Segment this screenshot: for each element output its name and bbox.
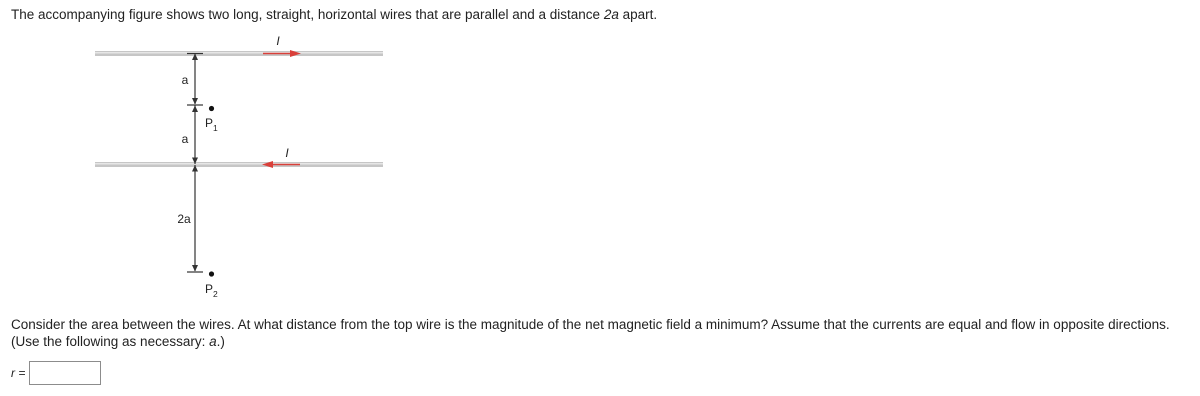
question-variable: a bbox=[209, 334, 217, 349]
question-text bbox=[11, 316, 1181, 350]
answer-row bbox=[11, 359, 101, 387]
top-wire bbox=[95, 51, 383, 56]
intro-distance: 2a bbox=[603, 7, 619, 22]
dim-arrowhead-6 bbox=[192, 265, 198, 272]
dim-arrowhead-3 bbox=[192, 106, 198, 113]
top-current-label: I bbox=[276, 34, 280, 48]
point-p1 bbox=[209, 106, 214, 111]
dim-arrowhead-2 bbox=[192, 98, 198, 105]
dim-bottom-label: 2a bbox=[177, 212, 191, 226]
question-end: .) bbox=[216, 334, 225, 349]
dimension-top-segment bbox=[187, 54, 203, 106]
question-body: Consider the area between the wires. At what distance from the top wire is the magnitude of the net magnetic field a minimum? Assume that the currents are equal and flow in opposite directions. (Use the following as necessary: bbox=[11, 317, 1170, 349]
bottom-current-label: I bbox=[285, 146, 289, 160]
answer-label: r = bbox=[11, 366, 26, 380]
bottom-wire bbox=[95, 162, 383, 167]
point-p2-label: $P_2$ bbox=[205, 282, 218, 299]
answer-input[interactable] bbox=[29, 361, 101, 385]
dim-top-label: a bbox=[181, 73, 189, 87]
point-p2 bbox=[209, 271, 214, 276]
intro-text-end: apart. bbox=[618, 7, 658, 22]
intro-text: The accompanying figure shows two long, straight, horizontal wires that are parallel and a distance bbox=[11, 7, 604, 22]
point-p1-label: $P_1$ bbox=[205, 116, 218, 133]
dim-middle-label: a bbox=[181, 132, 189, 146]
